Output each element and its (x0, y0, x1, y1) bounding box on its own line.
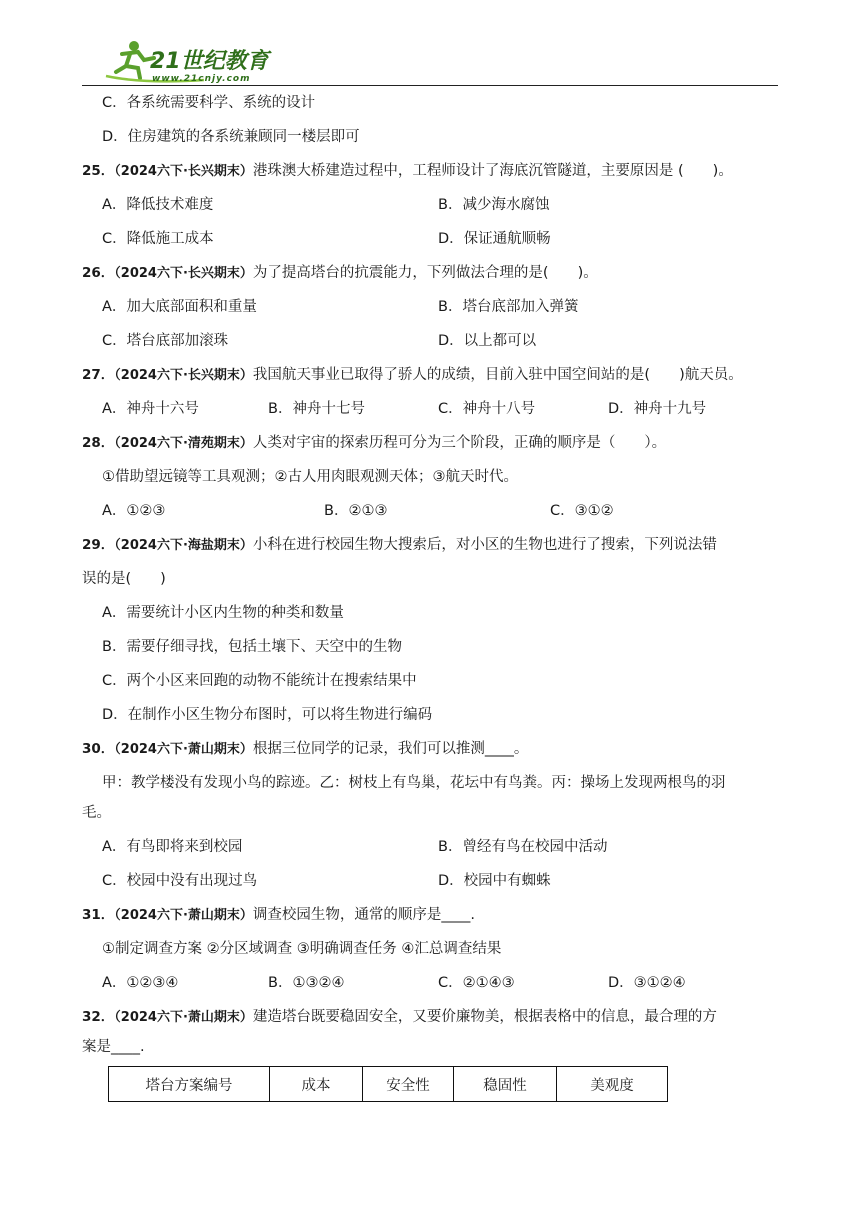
option-a: A．需要统计小区内生物的种类和数量 (102, 605, 344, 621)
option-b: B．塔台底部加入弹簧 (438, 299, 579, 315)
question-text-continued: 误的是( ) (82, 571, 166, 587)
question-25 (82, 160, 733, 182)
tower-plan-table (108, 1066, 668, 1102)
question-26 (82, 262, 598, 284)
option-d: D．保证通航顺畅 (438, 231, 551, 247)
question-29 (82, 534, 717, 556)
logo-url-text: www.21cnjy.com (152, 74, 251, 84)
table-header-cell: 塔台方案编号 (109, 1067, 270, 1102)
option-b: B．曾经有鸟在校园中活动 (438, 839, 608, 855)
question-source: （2024六下·萧山期末） (114, 908, 253, 923)
question-number: 29． (82, 537, 115, 553)
question-text-continued: 案是____. (82, 1039, 145, 1055)
question-number: 28． (82, 435, 115, 451)
option-c: C．塔台底部加滚珠 (102, 333, 229, 349)
option-a: A．有鸟即将来到校园 (102, 839, 243, 855)
question-source: （2024六下·萧山期末） (114, 742, 253, 757)
option-b: B．①③②④ (268, 975, 345, 991)
option-a: A．降低技术难度 (102, 197, 214, 213)
question-number: 31． (82, 907, 115, 923)
question-text: 根据三位同学的记录，我们可以推测____。 (252, 741, 529, 757)
question-number: 32． (82, 1009, 115, 1025)
option-a: A．加大底部面积和重量 (102, 299, 257, 315)
option-c: C．③①② (550, 503, 614, 519)
question-27 (82, 364, 743, 386)
table-header-cell: 稳固性 (454, 1067, 557, 1102)
question-stem: ①制定调查方案 ②分区域调查 ③明确调查任务 ④汇总调查结果 (102, 941, 502, 957)
logo-text: 21世纪教育 (150, 49, 269, 74)
option-d: D．以上都可以 (438, 333, 537, 349)
table-header-cell: 安全性 (363, 1067, 454, 1102)
option-c: C．两个小区来回跑的动物不能统计在搜索结果中 (102, 673, 417, 689)
question-30 (82, 738, 528, 760)
option-d: D．神舟十九号 (608, 401, 707, 417)
question-stem: ①借助望远镜等工具观测；②古人用肉眼观测天体；③航天时代。 (102, 469, 518, 485)
option-d: D．校园中有蜘蛛 (438, 873, 551, 889)
option-b: B．减少海水腐蚀 (438, 197, 550, 213)
question-text: 调查校园生物，通常的顺序是____. (252, 907, 476, 923)
question-source: （2024六下·长兴期末） (114, 164, 253, 179)
question-source: （2024六下·清苑期末） (114, 436, 253, 451)
option-c: C．校园中没有出现过鸟 (102, 873, 258, 889)
brand-logo (104, 38, 274, 84)
table-header-cell: 成本 (270, 1067, 363, 1102)
question-number: 27． (82, 367, 115, 383)
option-d: D．在制作小区生物分布图时，可以将生物进行编码 (102, 707, 433, 723)
option-d: D．③①②④ (608, 975, 686, 991)
question-source: （2024六下·长兴期末） (114, 266, 253, 281)
option-a: A．①②③ (102, 503, 166, 519)
option-c: C．降低施工成本 (102, 231, 214, 247)
option-c-prev: C．各系统需要科学、系统的设计 (102, 95, 316, 111)
question-stem-continued: 毛。 (82, 805, 111, 821)
runner-logo-icon (104, 38, 274, 84)
question-text: 小科在进行校园生物大搜索后，对小区的生物也进行了搜索，下列说法错 (252, 537, 717, 553)
option-b: B．需要仔细寻找，包括土壤下、天空中的生物 (102, 639, 402, 655)
question-text: 为了提高塔台的抗震能力，下列做法合理的是( )。 (252, 265, 598, 281)
question-source: （2024六下·萧山期末） (114, 1010, 253, 1025)
option-a: A．①②③④ (102, 975, 179, 991)
option-c: C．神舟十八号 (438, 401, 536, 417)
option-b: B．神舟十七号 (268, 401, 365, 417)
question-number: 26． (82, 265, 115, 281)
question-number: 25． (82, 163, 115, 179)
question-source: （2024六下·海盐期末） (114, 538, 253, 553)
question-text: 建造塔台既要稳固安全，又要价廉物美，根据表格中的信息，最合理的方 (252, 1009, 717, 1025)
question-number: 30． (82, 741, 115, 757)
header-rule (82, 85, 778, 86)
question-28 (82, 432, 666, 454)
page-header (82, 28, 778, 86)
option-a: A．神舟十六号 (102, 401, 199, 417)
table-header-cell: 美观度 (557, 1067, 668, 1102)
question-text: 人类对宇宙的探索历程可分为三个阶段，正确的顺序是（ ）。 (252, 435, 667, 451)
question-stem: 甲：教学楼没有发现小鸟的踪迹。乙：树枝上有鸟巢，花坛中有鸟粪。丙：操场上发现两根鸟的羽 (102, 775, 726, 791)
option-b: B．②①③ (324, 503, 388, 519)
option-d-prev: D．住房建筑的各系统兼顾同一楼层即可 (102, 129, 360, 145)
question-31 (82, 904, 475, 926)
question-source: （2024六下·长兴期末） (114, 368, 253, 383)
question-text: 港珠澳大桥建造过程中，工程师设计了海底沉管隧道，主要原因是 ( )。 (252, 163, 733, 179)
question-32 (82, 1006, 717, 1028)
option-c: C．②①④③ (438, 975, 515, 991)
table-header-row (109, 1067, 668, 1102)
question-text: 我国航天事业已取得了骄人的成绩，目前入驻中国空间站的是( )航天员。 (252, 367, 743, 383)
